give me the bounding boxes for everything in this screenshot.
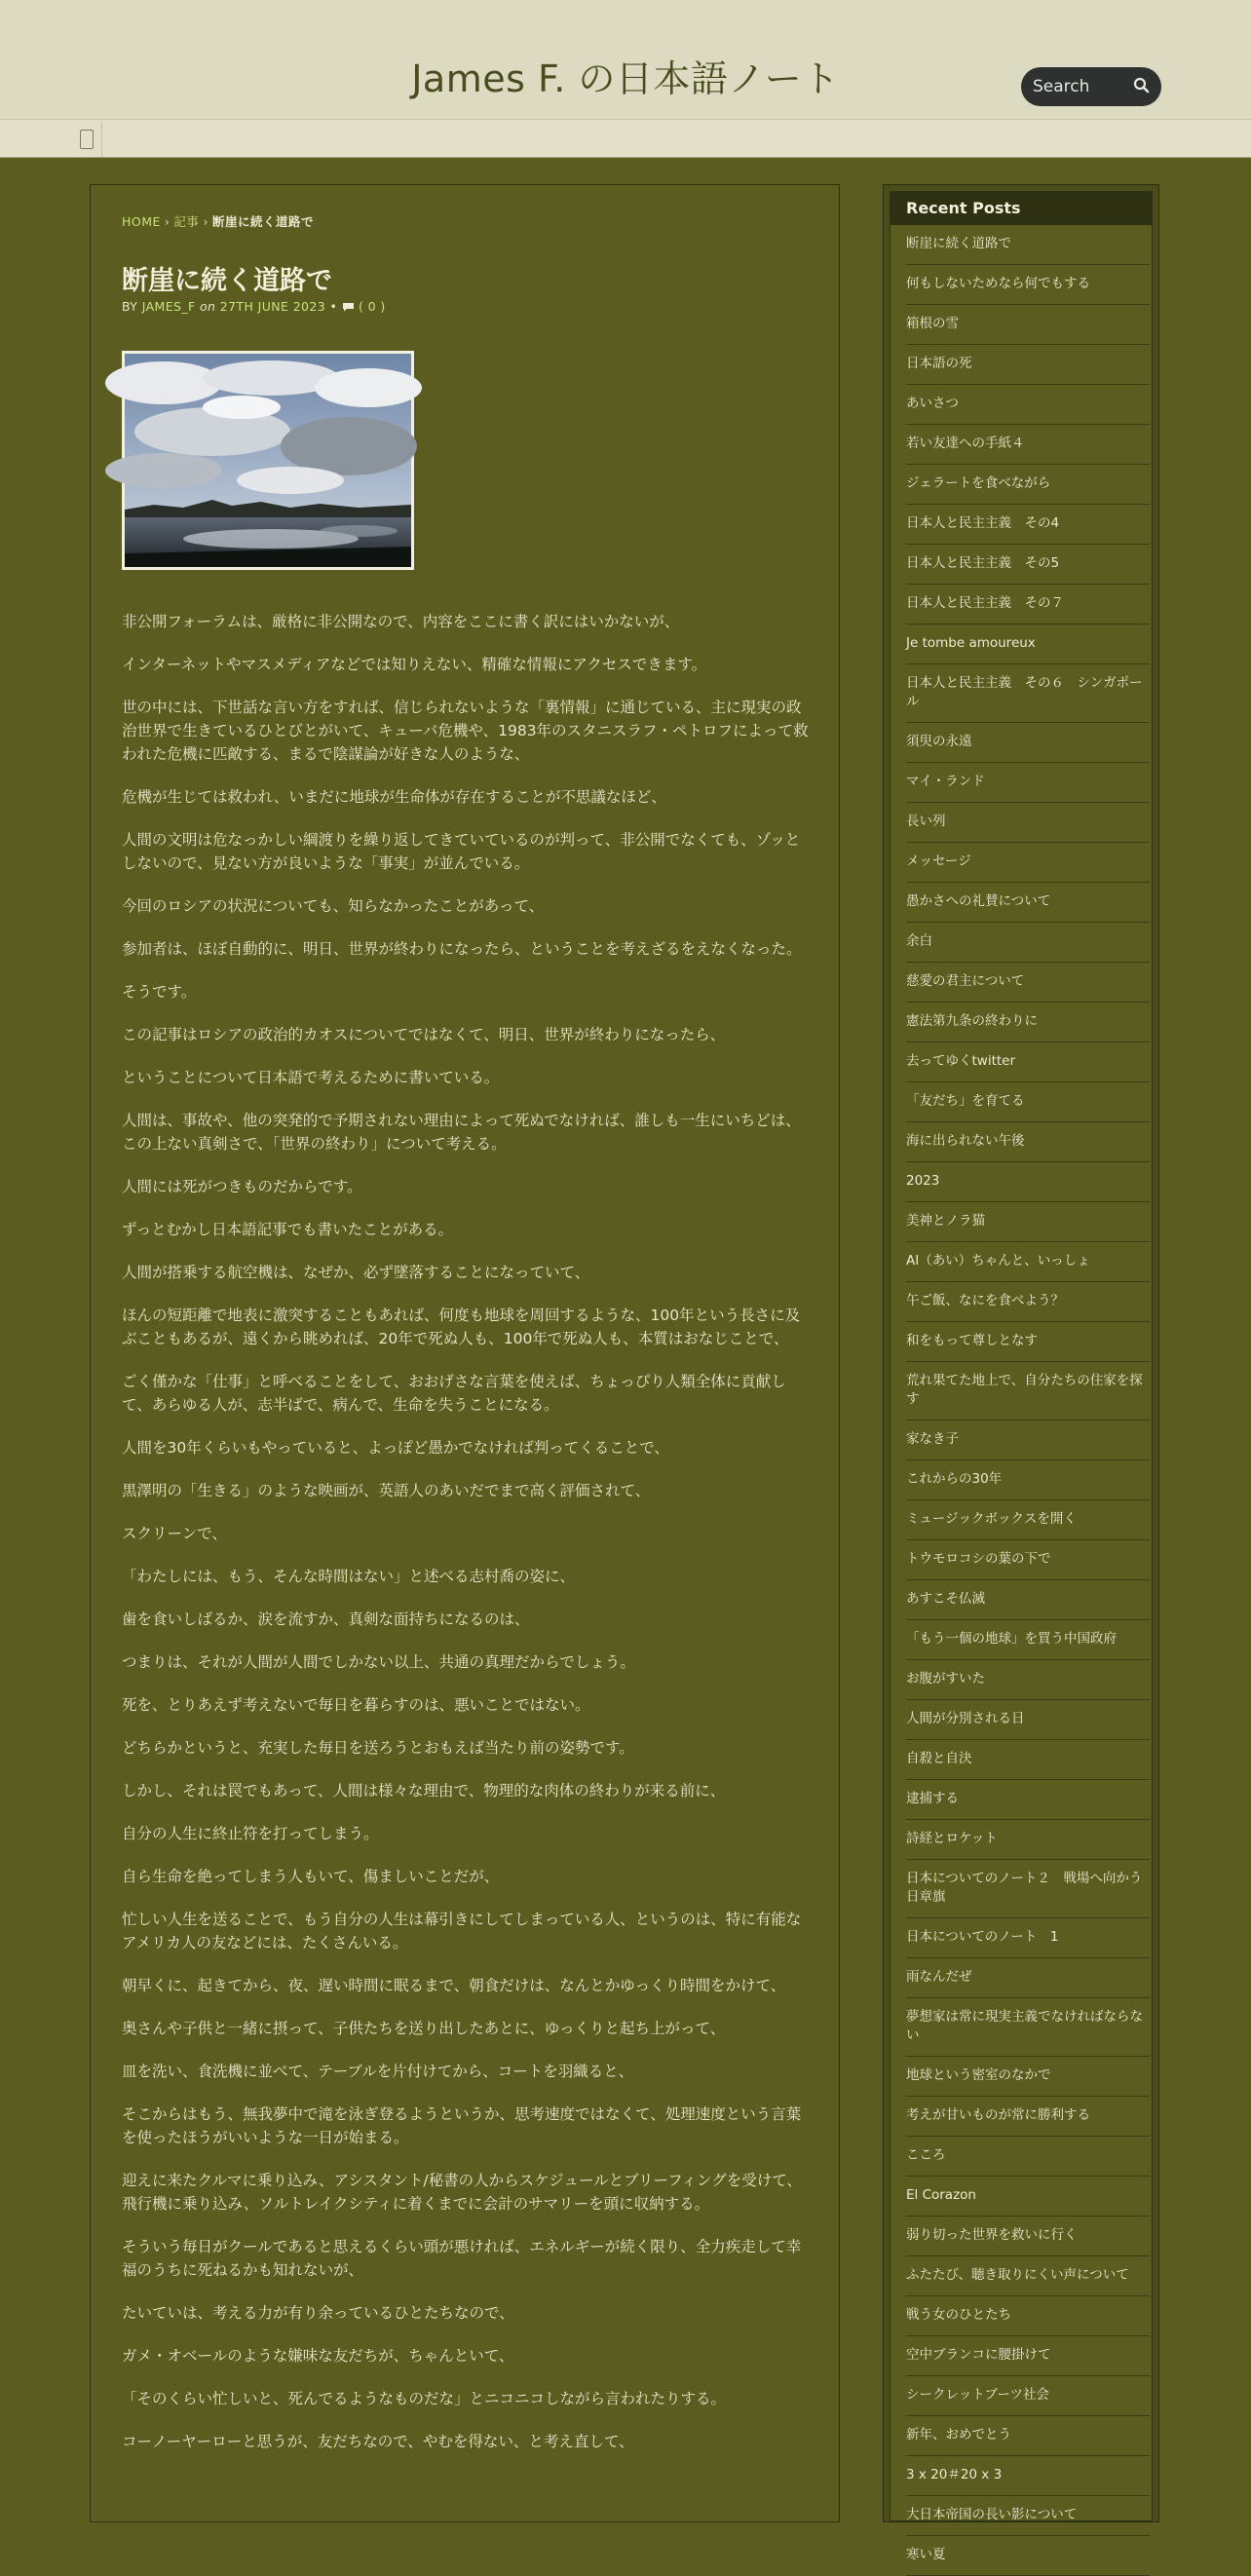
recent-post-link[interactable]: 長い列 xyxy=(906,814,946,829)
recent-post-link[interactable]: 日本語の死 xyxy=(906,356,972,371)
comment-count-link[interactable]: ( 0 ) xyxy=(359,299,386,314)
post-paragraph: 黒澤明の「生きる」のような映画が、英語人のあいだでまで高く評価されて、 xyxy=(122,1482,651,1499)
recent-post-link[interactable]: これからの30年 xyxy=(906,1471,1003,1487)
recent-post-link[interactable]: あすこそ仏滅 xyxy=(906,1591,985,1607)
post-paragraph: 「そのくらい忙しいと、死んでるようなものだな」とニコニコしながら言われたりする。 xyxy=(122,2390,727,2407)
recent-post-link[interactable]: AI（あい）ちゃんと、いっしょ xyxy=(906,1253,1090,1269)
post-paragraph: つまりは、それが人間が人間でしかない以上、共通の真理だからでしょう。 xyxy=(122,1653,635,1671)
recent-post-item xyxy=(906,1998,1150,2057)
recent-post-link[interactable]: 「友だち」を育てる xyxy=(906,1093,1025,1109)
recent-post-item xyxy=(906,2177,1150,2216)
recent-post-link[interactable]: 弱り切った世界を救いに行く xyxy=(906,2227,1078,2243)
post-paragraph: 奥さんや子供と一緒に摂って、子供たちを送り出したあとに、ゆっくりと起ち上がって、 xyxy=(122,2020,726,2037)
sidebar xyxy=(883,184,1159,2562)
recent-post-item xyxy=(906,1500,1150,1540)
recent-post-item xyxy=(906,1282,1150,1322)
post-paragraph: コーノーヤーローと思うが、友だちなので、やむを得ない、と考え直して、 xyxy=(122,2433,634,2450)
recent-post-item xyxy=(906,2256,1150,2296)
recent-post-item xyxy=(906,1322,1150,1362)
breadcrumb-separator: › xyxy=(203,214,208,229)
recent-post-link[interactable]: 「もう一個の地球」を買う中国政府 xyxy=(906,1631,1117,1647)
recent-post-link[interactable]: 自殺と自決 xyxy=(906,1751,972,1766)
recent-posts-widget xyxy=(890,191,1153,2562)
recent-post-link[interactable]: 日本についてのノート 1 xyxy=(906,1929,1059,1945)
recent-post-item xyxy=(906,2137,1150,2177)
recent-post-link[interactable]: 日本人と民主主義 その６ シンガポール xyxy=(906,675,1143,709)
sky-lake-image xyxy=(125,354,411,567)
recent-post-item xyxy=(906,923,1150,963)
recent-post-link[interactable]: 夢想家は常に現実主義でなければならない xyxy=(906,2009,1143,2043)
post-paragraph: 皿を洗い、食洗機に並べて、テーブルを片付けてから、コートを羽織ると、 xyxy=(122,2063,634,2080)
recent-post-item xyxy=(906,1740,1150,1780)
recent-post-link[interactable]: 何もしないためなら何でもする xyxy=(906,276,1090,291)
recent-post-link[interactable]: 地球という密室のなかで xyxy=(906,2067,1051,2083)
post-paragraph: 危機が生じては救われ、いまだに地球が生命体が存在することが不思議なほど、 xyxy=(122,788,666,806)
recent-post-link[interactable]: 雨なんだぜ xyxy=(906,1969,972,1985)
breadcrumb-separator: › xyxy=(164,214,171,229)
recent-post-item xyxy=(906,1700,1150,1740)
recent-post-item xyxy=(906,1242,1150,1282)
post-paragraph: 死を、とりあえず考えないで毎日を暮らすのは、悪いことではない。 xyxy=(122,1696,590,1714)
recent-post-item xyxy=(906,1860,1150,1918)
post-paragraph: ごく僅かな「仕事」と呼べることをして、おおげさな言葉を使えば、ちょっぴり人類全体に貢献して、あらゆる人が、志半ばで、病んで、生命を失うことになる。 xyxy=(122,1373,786,1414)
recent-post-link[interactable]: 荒れ果てた地上で、自分たちの住家を探す xyxy=(906,1373,1143,1407)
recent-post-item xyxy=(906,1918,1150,1958)
breadcrumb-home[interactable]: HOME xyxy=(122,214,161,229)
recent-post-item xyxy=(906,883,1150,923)
post-paragraph: そこからはもう、無我夢中で滝を泳ぎ登るようというか、思考速度ではなくて、処理速度という言葉を使ったほうがいいような一日が始まる。 xyxy=(122,2105,802,2146)
recent-post-item xyxy=(906,2536,1150,2576)
recent-post-link[interactable]: 人間が分別される日 xyxy=(906,1711,1025,1726)
post-paragraph: インターネットやマスメディアなどでは知りえない、精確な情報にアクセスできます。 xyxy=(122,656,707,673)
post-paragraph: 人間の文明は危なっかしい綱渡りを繰り返してきていているのが判って、非公開でなくても、ゾッとしないので、見ない方が良いような「事実」が並んでいる。 xyxy=(122,831,801,872)
breadcrumb xyxy=(122,212,314,230)
post-paragraph: 忙しい人生を送ることで、もう自分の人生は幕引きにしてしまっている人、というのは、特に有能なアメリカ人の友などには、たくさんいる。 xyxy=(122,1911,802,1951)
post-paragraph: ということについて日本語で考えるために書いている。 xyxy=(122,1069,500,1086)
post-paragraph: 「わたしには、もう、そんな時間はない」と述べる志村喬の姿に、 xyxy=(122,1568,576,1585)
recent-post-link[interactable]: こころ xyxy=(906,2147,946,2163)
recent-post-link[interactable]: 日本についてのノート２ 戦場へ向かう日章旗 xyxy=(906,1871,1143,1905)
recent-post-item xyxy=(906,803,1150,843)
post-paragraph: どちらかというと、充実した毎日を送ろうとおもえば当たり前の姿勢です。 xyxy=(122,1739,634,1757)
recent-post-link[interactable]: 余白 xyxy=(906,933,932,949)
recent-post-link[interactable]: 和をもって尊しとなす xyxy=(906,1333,1038,1348)
recent-post-item xyxy=(906,1780,1150,1820)
post-paragraph: 参加者は、ほぼ自動的に、明日、世界が終わりになったら、ということを考えざるをえなくなった。 xyxy=(122,940,802,958)
post-paragraph: 非公開フォーラムは、厳格に非公開なので、内容をここに書く訳にはいかないが、 xyxy=(122,613,680,630)
recent-post-link[interactable]: 日本人と民主主義 その4 xyxy=(906,515,1060,531)
recent-post-item xyxy=(906,505,1150,545)
recent-post-item xyxy=(906,963,1150,1003)
post-paragraph: 今回のロシアの状況についても、知らなかったことがあって、 xyxy=(122,897,545,915)
post-paragraph: 朝早くに、起きてから、夜、遅い時間に眠るまで、朝食だけは、なんとかゆっくり時間をかけて、 xyxy=(122,1977,786,1994)
recent-post-item xyxy=(906,1580,1150,1620)
recent-post-link[interactable]: お腹がすいた xyxy=(906,1671,985,1686)
recent-post-link[interactable]: Je tombe amoureux xyxy=(906,635,1036,651)
nav-bar xyxy=(0,119,1251,158)
recent-post-link[interactable]: 3 x 20＃20 x 3 xyxy=(906,2467,1003,2482)
post-paragraph: 世の中には、下世話な言い方をすれば、信じられないような「裏情報」に通じている、主に現実の政治世界で生きているひとびとがいて、キューバ危機や、1983年のスタニスラフ・ペトロフによって救われた危機に匹敵する、まるで陰謀論が好きな人のような、 xyxy=(122,699,809,763)
recent-post-item xyxy=(906,664,1150,723)
post-paragraph: スクリーンで、 xyxy=(122,1525,227,1542)
post-paragraph: 自ら生命を絶ってしまう人もいて、傷ましいことだが、 xyxy=(122,1868,500,1885)
recent-post-item xyxy=(906,2057,1150,2097)
post-paragraph: ずっとむかし日本語記事でも書いたことがある。 xyxy=(122,1221,454,1238)
post-paragraph: そういう毎日がクールであると思えるくらい頭が悪ければ、エネルギーが続く限り、全力疾走して幸福のうちに死ねるかも知れないが、 xyxy=(122,2238,802,2279)
search-icon[interactable] xyxy=(1132,76,1152,95)
recent-post-item xyxy=(906,1042,1150,1082)
recent-post-link[interactable]: トウモロコシの葉の下で xyxy=(906,1551,1051,1567)
post-featured-image[interactable] xyxy=(122,351,414,570)
recent-post-item xyxy=(906,1620,1150,1660)
recent-post-link[interactable]: 海に出られない午後 xyxy=(906,1133,1025,1149)
post-paragraph: ほんの短距離で地表に激突することもあれば、何度も地球を周回するような、100年という長さに及ぶこともあるが、遠くから眺めれば、20年で死ぬ人も、100年で死ぬ人も、本質はおなじことで、 xyxy=(122,1307,801,1347)
recent-post-item xyxy=(906,1362,1150,1421)
post-meta xyxy=(122,299,386,314)
recent-post-link[interactable]: 美神とノラ猫 xyxy=(906,1213,985,1229)
post-paragraph: しかし、それは罠でもあって、人間は様々な理由で、物理的な肉体の終わりが来る前に、 xyxy=(122,1782,726,1799)
recent-post-link[interactable]: 日本人と民主主義 その７ xyxy=(906,595,1064,611)
recent-post-link[interactable]: 大日本帝国の長い影について xyxy=(906,2507,1078,2522)
recent-post-link[interactable]: 詩経とロケット xyxy=(906,1831,998,1846)
recent-post-item xyxy=(906,585,1150,625)
recent-post-item xyxy=(906,305,1150,345)
recent-post-link[interactable]: 戦う女のひとたち xyxy=(906,2307,1011,2323)
recent-post-link[interactable]: ふたたび、聴き取りにくい声について xyxy=(906,2267,1129,2283)
recent-post-item xyxy=(906,625,1150,664)
recent-post-item xyxy=(906,843,1150,883)
recent-post-item xyxy=(906,1660,1150,1700)
recent-post-item xyxy=(906,1958,1150,1998)
recent-post-link[interactable]: 新年、おめでとう xyxy=(906,2427,1011,2443)
recent-post-item xyxy=(906,345,1150,385)
recent-post-item xyxy=(906,1003,1150,1042)
recent-post-link[interactable]: ジェラートを食べながら xyxy=(906,475,1051,491)
comment-icon xyxy=(342,302,355,312)
recent-post-link[interactable]: El Corazon xyxy=(906,2187,976,2203)
post-paragraph: この記事はロシアの政治的カオスについてではなくて、明日、世界が終わりになったら、 xyxy=(122,1026,726,1043)
post-paragraph: たいていは、考える力が有り余っているひとたちなので、 xyxy=(122,2304,514,2322)
meta-separator: • xyxy=(329,299,338,314)
recent-post-item xyxy=(906,2416,1150,2456)
recent-post-item xyxy=(906,2097,1150,2137)
recent-post-item xyxy=(906,2216,1150,2256)
recent-post-link[interactable]: ミュージックボックスを開く xyxy=(906,1511,1077,1527)
post-paragraph: 人間は、事故や、他の突発的で予期されない理由によって死ぬでなければ、誰しも一生にいちどは、この上ない真剣さで、「世界の終わり」について考える。 xyxy=(122,1112,801,1153)
recent-posts-list xyxy=(906,225,1150,2576)
recent-post-item xyxy=(906,1421,1150,1460)
recent-post-link[interactable]: シークレットブーツ社会 xyxy=(906,2387,1050,2403)
site-title[interactable]: James F. の日本語ノート xyxy=(411,57,840,100)
post-paragraph: そうです。 xyxy=(122,983,197,1001)
nav-divider xyxy=(101,122,102,157)
recent-post-item xyxy=(906,385,1150,425)
widget-title: Recent Posts xyxy=(891,192,1152,225)
recent-post-link[interactable]: 慈愛の君主について xyxy=(906,973,1025,989)
recent-post-link[interactable]: 家なき子 xyxy=(906,1431,959,1447)
post-paragraph: 人間を30年くらいもやっていると、よっぽど愚かでなければ判ってくることで、 xyxy=(122,1439,669,1457)
post-by-label: BY xyxy=(122,299,138,314)
recent-post-link[interactable]: 日本人と民主主義 その5 xyxy=(906,555,1060,571)
recent-post-link[interactable]: マイ・ランド xyxy=(906,774,985,789)
recent-post-link[interactable]: 箱根の雪 xyxy=(906,316,959,331)
recent-post-link[interactable]: 2023 xyxy=(906,1173,940,1189)
recent-post-link[interactable]: 午ご飯、なにを食べよう？ xyxy=(906,1293,1064,1308)
recent-post-item xyxy=(906,2376,1150,2416)
recent-post-link[interactable]: 須臾の永遠 xyxy=(906,734,972,749)
post-body xyxy=(122,610,810,2473)
recent-post-item xyxy=(906,2456,1150,2496)
menu-icon[interactable] xyxy=(80,130,94,149)
recent-post-link[interactable]: 寒い夏 xyxy=(906,2547,946,2562)
recent-post-link[interactable]: 去ってゆくtwitter xyxy=(906,1053,1016,1069)
post-paragraph: 迎えに来たクルマに乗り込み、アシスタント/秘書の人からスケジュールとブリーフィングを受けて、飛行機に乗り込み、ソルトレイクシティに着くまでに会計のサマリーを頭に収納する。 xyxy=(122,2172,802,2213)
breadcrumb-current: 断崖に続く道路で xyxy=(211,214,314,229)
post-on-label: on xyxy=(199,299,216,314)
recent-post-item xyxy=(906,1122,1150,1162)
post-paragraph: 歯を食いしばるか、涙を流すか、真剣な面持ちになるのは、 xyxy=(122,1610,530,1628)
recent-post-item xyxy=(906,1820,1150,1860)
post-author-link[interactable]: JAMES_F xyxy=(141,299,196,314)
recent-post-link[interactable]: 憲法第九条の終わりに xyxy=(906,1013,1038,1029)
search-input[interactable] xyxy=(1033,77,1130,96)
post-paragraph: ガメ・オベールのような嫌味な友だちが、ちゃんといて、 xyxy=(122,2347,514,2365)
post-paragraph: 自分の人生に終止符を打ってしまう。 xyxy=(122,1825,379,1842)
post-title: 断崖に続く道路で xyxy=(122,266,332,296)
recent-post-item xyxy=(906,2496,1150,2536)
recent-post-link[interactable]: 空中ブランコに腰掛けて xyxy=(906,2347,1051,2363)
recent-post-item xyxy=(906,465,1150,505)
recent-post-link[interactable]: 断崖に続く道路で xyxy=(906,236,1011,251)
recent-post-link[interactable]: メッセージ xyxy=(906,853,971,869)
recent-post-link[interactable]: 若い友達への手紙４ xyxy=(906,436,1025,451)
recent-post-item xyxy=(906,1460,1150,1500)
search-box[interactable] xyxy=(1021,67,1161,106)
recent-post-link[interactable]: 考えが甘いものが常に勝利する xyxy=(906,2107,1090,2123)
recent-post-item xyxy=(906,2336,1150,2376)
post-paragraph: 人間が搭乗する航空機は、なぜか、必ず墜落することになっていて、 xyxy=(122,1264,590,1281)
recent-post-item xyxy=(906,2296,1150,2336)
recent-post-item xyxy=(906,1162,1150,1202)
recent-post-item xyxy=(906,545,1150,585)
recent-post-item xyxy=(906,265,1150,305)
site-header xyxy=(0,0,1251,119)
recent-post-item xyxy=(906,723,1150,763)
recent-post-item xyxy=(906,225,1150,265)
recent-post-link[interactable]: 逮捕する xyxy=(906,1791,959,1806)
recent-post-link[interactable]: あいさつ xyxy=(906,396,959,411)
recent-post-item xyxy=(906,425,1150,465)
post-date-link[interactable]: 27TH JUNE 2023 xyxy=(219,299,326,314)
recent-post-link[interactable]: 愚かさへの礼賛について xyxy=(906,893,1051,909)
recent-post-item xyxy=(906,1082,1150,1122)
recent-post-item xyxy=(906,763,1150,803)
recent-post-item xyxy=(906,1202,1150,1242)
post-paragraph: 人間には死がつきものだからです。 xyxy=(122,1178,362,1195)
recent-post-item xyxy=(906,1540,1150,1580)
breadcrumb-category[interactable]: 記事 xyxy=(173,214,200,229)
